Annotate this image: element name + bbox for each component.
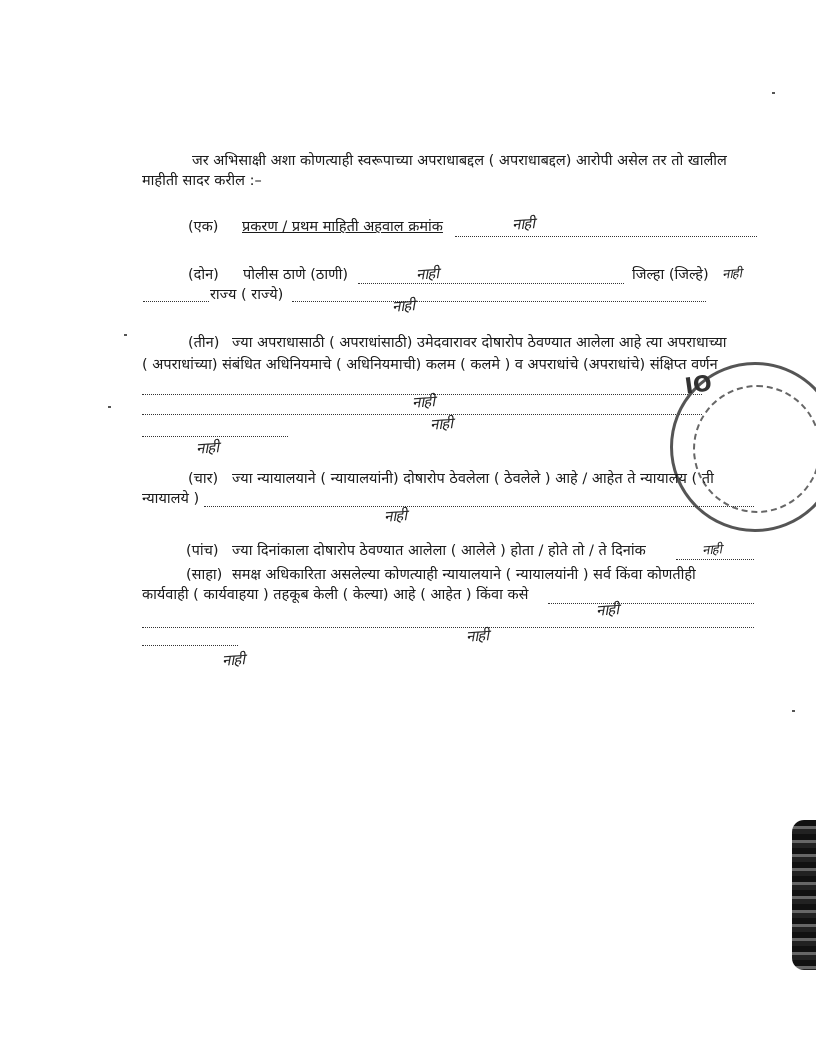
item-6-blank-3 [142,645,238,646]
item-2-state-label: राज्य ( राज्ये) [210,287,284,303]
item-6-blank-1 [548,603,754,604]
item-3-number: (तीन) [188,335,220,351]
item-5-handwritten-entry: नाही [701,542,722,559]
item-3-line-1: ज्या अपराधासाठी ( अपराधांसाठी) उमेदवारावर दोषारोप ठेवण्यात आलेला आहे त्या अपराधाच्या [232,335,727,351]
item-2-police-station-blank [358,283,624,284]
item-2-police-station-label: पोलीस ठाणे (ठाणी) [243,267,348,283]
item-1-blank [455,236,757,237]
item-3-entry-1: नाही [411,392,435,412]
item-4-line-1: ज्या न्यायालयाने ( न्यायालयांनी) दोषारोप ठेवलेला ( ठेवलेले ) आहे / आहेत ते न्यायालय ( ती [232,471,714,487]
item-6-blank-2 [142,627,754,628]
intro-line-1: जर अभिसाक्षी अशा कोणत्याही स्वरूपाच्या अपराधाबद्दल ( अपराधाबद्दल) आरोपी असेल तर तो खालील [192,153,727,169]
item-6-number: (साहा) [186,567,223,583]
item-2-state-entry: नाही [391,296,415,316]
scan-speck [124,334,127,336]
item-4-blank [204,506,754,507]
item-6-entry-1: नाही [595,600,619,620]
item-4-line-2: न्यायालये ) [142,491,200,507]
item-2-district-label: जिल्हा (जिल्हे) [632,267,709,283]
item-6-line-2: कार्यवाही ( कार्यवाहया ) तहकूब केली ( केल्या) आहे ( आहेत ) किंवा कसे [142,587,529,603]
item-5-number: (पांच) [186,543,219,559]
item-2-state-blank [292,301,706,302]
item-1-number: (एक) [188,219,219,235]
item-3-entry-2: नाही [429,414,453,434]
item-2-number: (दोन) [188,267,219,283]
item-2-handwritten-entry: नाही [415,264,439,284]
item-1-handwritten-entry: नाही [511,214,535,234]
scan-speck [772,92,775,94]
item-2-district-entry: नाही [721,266,742,283]
official-seal-stamp: IO [670,362,816,532]
intro-line-2: माहीती सादर करील :– [142,173,262,189]
scan-speck [108,406,111,408]
item-3-line-2: ( अपराधांच्या) संबंधित अधिनियमाचे ( अधिनियमाची) कलम ( कलमे ) व अपराधांचे (अपराधांचे) संक्षिप्त वर्णन [142,357,718,373]
scan-binding-edge [792,820,816,970]
item-4-number: (चार) [188,471,219,487]
item-2-state-prefix-blank [143,301,209,302]
item-5-blank [676,559,754,560]
item-5-label: ज्या दिनांकाला दोषारोप ठेवण्यात आलेला ( आलेले ) होता / होते तो / ते दिनांक [232,543,646,559]
item-3-entry-3: नाही [195,438,219,458]
item-6-entry-3: नाही [221,650,245,670]
scan-speck [792,710,795,712]
item-3-blank-2 [142,414,702,415]
item-6-entry-2: नाही [465,626,489,646]
item-6-line-1: समक्ष अधिकारिता असलेल्या कोणत्याही न्यायालयाने ( न्यायालयांनी ) सर्व किंवा कोणतीही [232,567,696,583]
item-1-label: प्रकरण / प्रथम माहिती अहवाल क्रमांक [242,219,443,235]
item-4-handwritten-entry: नाही [383,506,407,526]
